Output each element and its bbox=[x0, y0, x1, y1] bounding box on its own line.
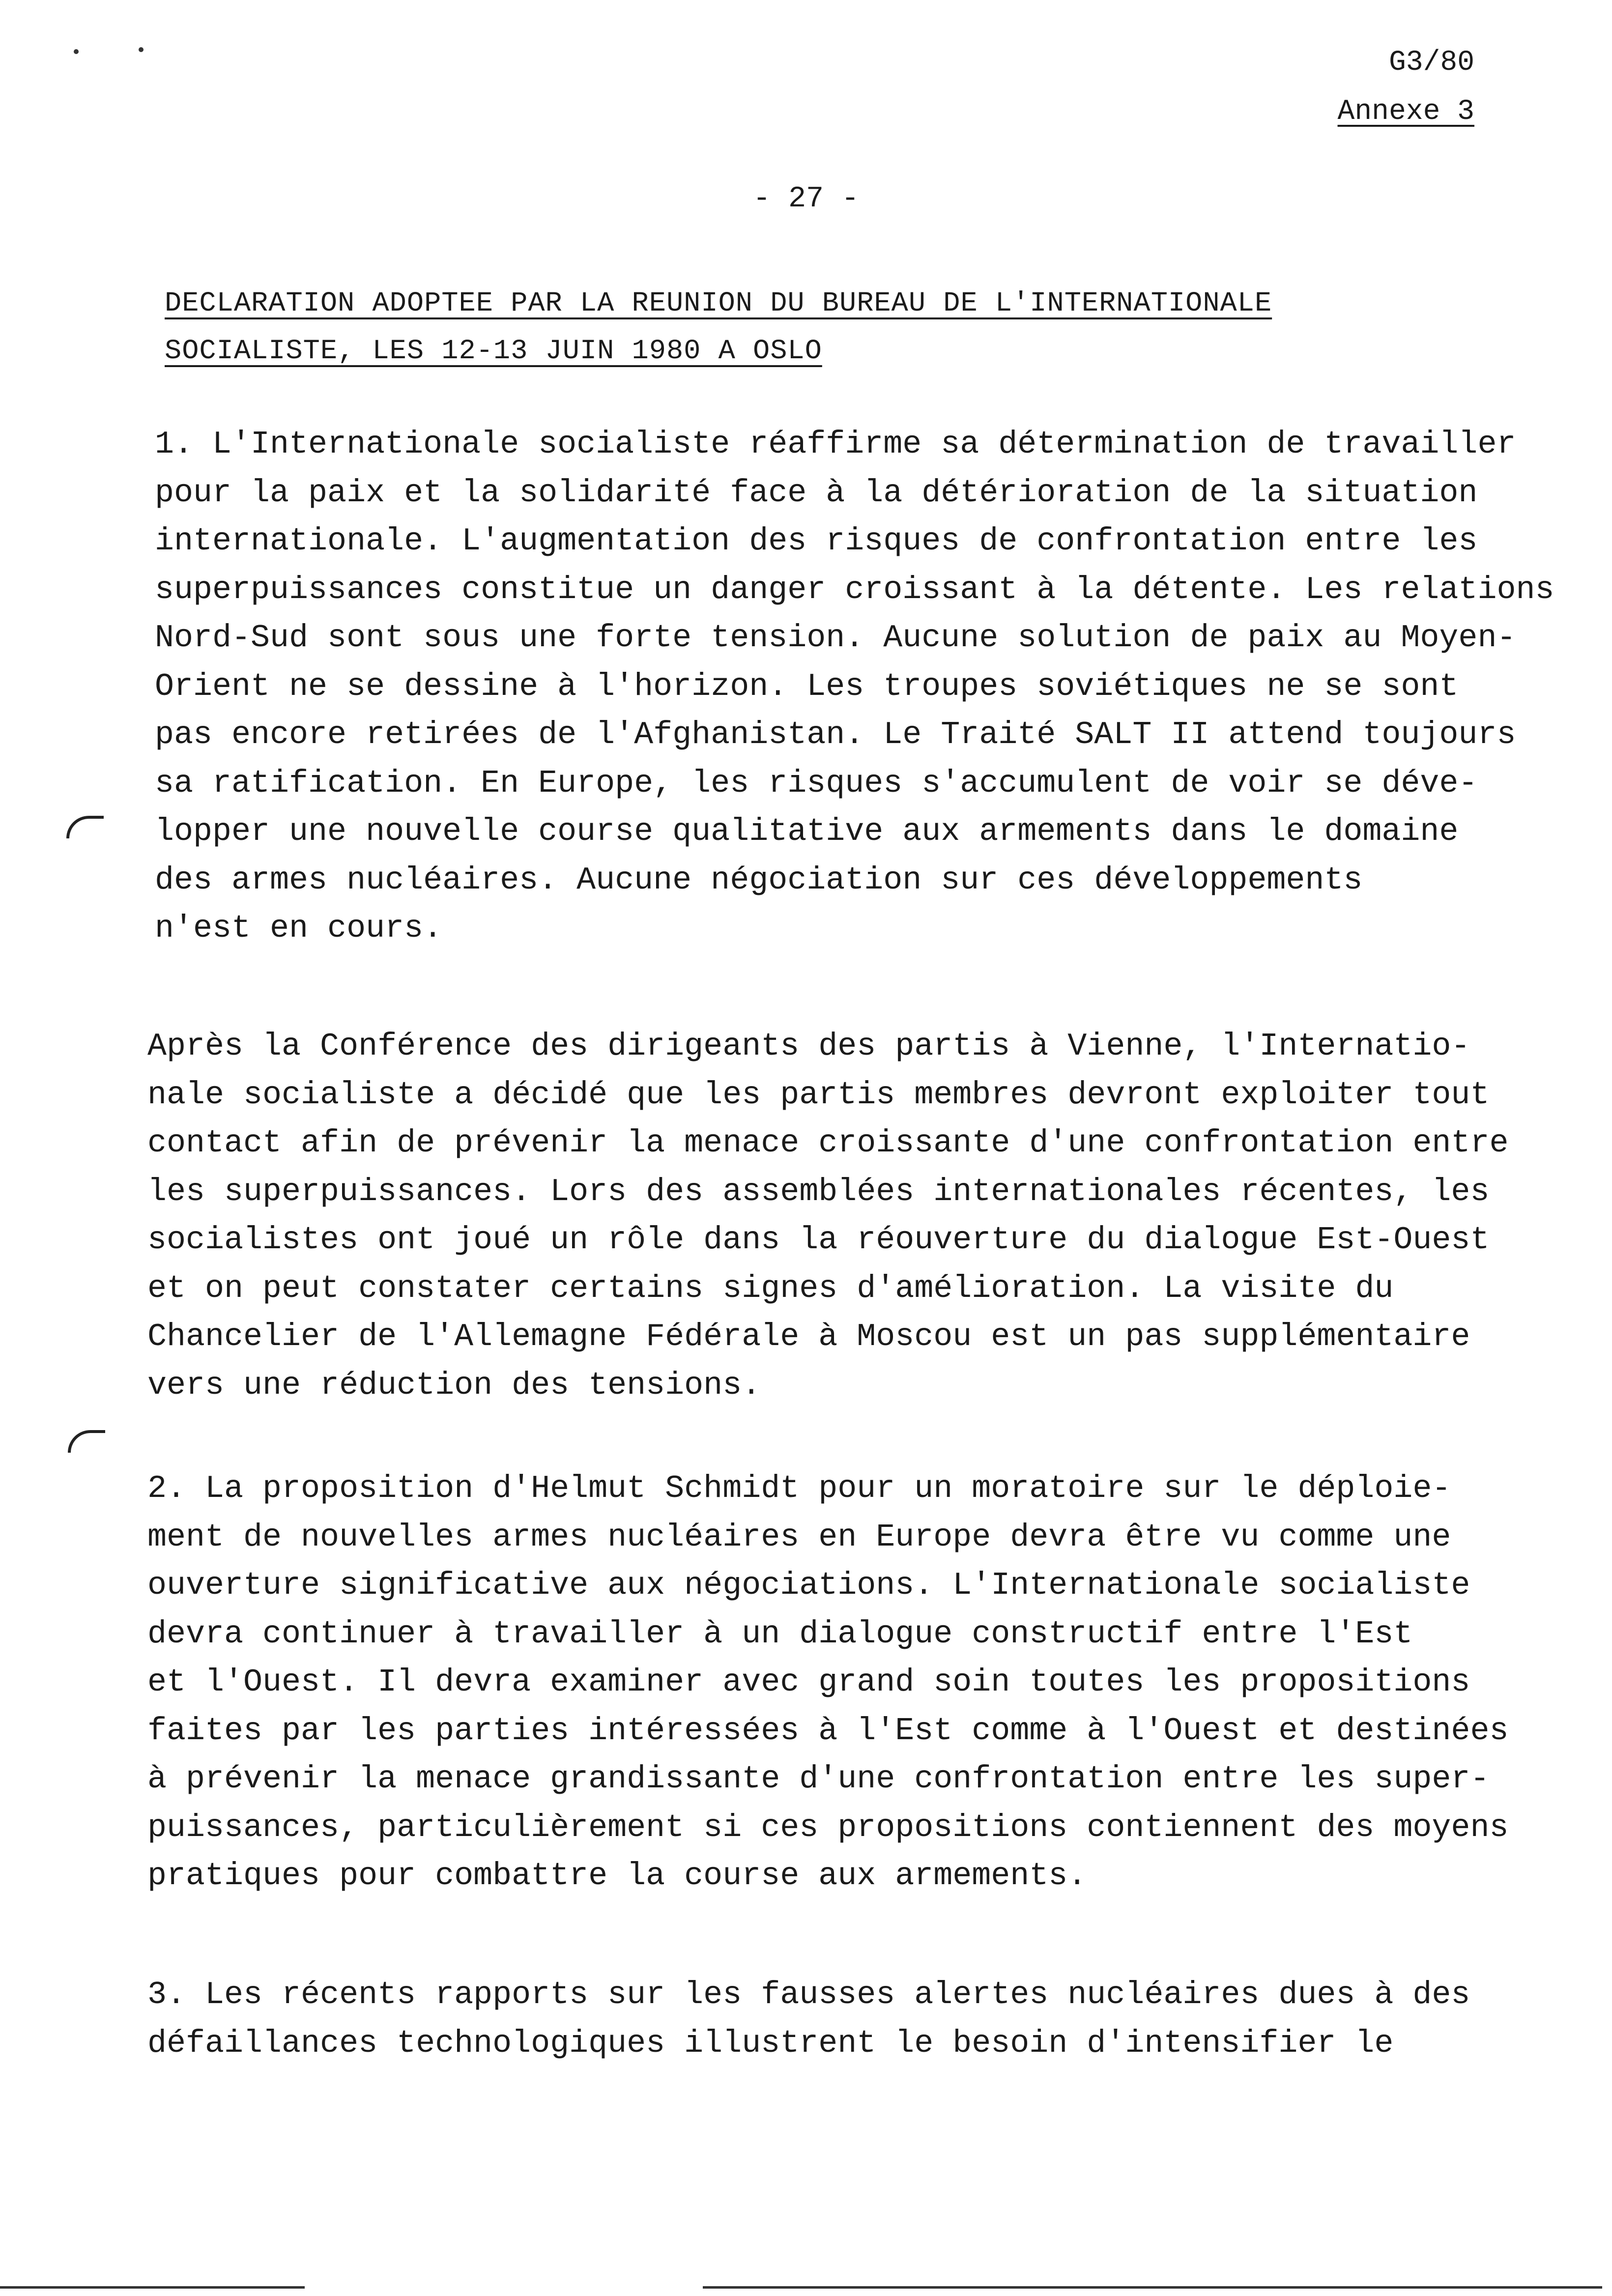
text-line: vers une réduction des tensions. bbox=[147, 1367, 761, 1404]
text-line: devra continuer à travailler à un dialogue constructif entre l'Est bbox=[147, 1615, 1413, 1652]
text-line: internationale. L'augmentation des risques de confrontation entre les bbox=[155, 523, 1478, 559]
text-line: les superpuissances. Lors des assemblées internationales récentes, les bbox=[147, 1173, 1490, 1210]
document-reference: G3/80 bbox=[1388, 47, 1474, 79]
text-line: Après la Conférence des dirigeants des partis à Vienne, l'Internatio- bbox=[147, 1028, 1470, 1064]
text-line: sa ratification. En Europe, les risques s'accumulent de voir se déve- bbox=[155, 765, 1478, 802]
scan-speck bbox=[74, 49, 79, 54]
page-number: - 27 - bbox=[752, 182, 860, 216]
text-line: faites par les parties intéressées à l'Est comme à l'Ouest et destinées bbox=[147, 1712, 1509, 1749]
text-line: socialistes ont joué un rôle dans la réouverture du dialogue Est-Ouest bbox=[147, 1222, 1490, 1258]
text-line: pratiques pour combattre la course aux armements. bbox=[147, 1858, 1087, 1894]
text-line: Nord-Sud sont sous une forte tension. Aucune solution de paix au Moyen- bbox=[155, 620, 1516, 656]
text-line: Orient ne se dessine à l'horizon. Les troupes soviétiques ne se sont bbox=[155, 668, 1459, 705]
text-line: ment de nouvelles armes nucléaires en Europe devra être vu comme une bbox=[147, 1519, 1451, 1555]
text-line: nale socialiste a décidé que les partis membres devront exploiter tout bbox=[147, 1076, 1490, 1113]
annex-label: Annexe 3 bbox=[1337, 96, 1474, 128]
text-line: et l'Ouest. Il devra examiner avec grand soin toutes les propositions bbox=[147, 1664, 1470, 1700]
text-line: 1. L'Internationale socialiste réaffirme sa détermination de travailler bbox=[155, 426, 1516, 462]
text-line: à prévenir la menace grandissante d'une confrontation entre les super- bbox=[147, 1761, 1490, 1797]
text-line: contact afin de prévenir la menace croissante d'une confrontation entre bbox=[147, 1125, 1509, 1161]
scan-edge-line bbox=[703, 2286, 1602, 2289]
text-line: superpuissances constitue un danger croissant à la détente. Les relations bbox=[155, 571, 1554, 608]
text-line: défaillances technologiques illustrent le besoin d'intensifier le bbox=[147, 2025, 1394, 2062]
text-line: pas encore retirées de l'Afghanistan. Le Traité SALT II attend toujours bbox=[155, 717, 1516, 753]
paragraph-3 bbox=[147, 1464, 1597, 1900]
paragraph-4 bbox=[147, 1971, 1597, 2067]
text-line: des armes nucléaires. Aucune négociation sur ces développements bbox=[155, 861, 1363, 898]
text-line: Chancelier de l'Allemagne Fédérale à Moscou est un pas supplémentaire bbox=[147, 1319, 1470, 1355]
margin-mark bbox=[66, 816, 104, 838]
text-line: ouverture significative aux négociations. L'Internationale socialiste bbox=[147, 1567, 1470, 1604]
margin-mark bbox=[68, 1430, 105, 1453]
text-line: lopper une nouvelle course qualitative aux armements dans le domaine bbox=[155, 813, 1459, 850]
text-line: 2. La proposition d'Helmut Schmidt pour un moratoire sur le déploie- bbox=[147, 1470, 1451, 1507]
declaration-title bbox=[165, 280, 1452, 375]
scan-edge-line bbox=[0, 2286, 305, 2289]
scan-speck bbox=[139, 47, 144, 52]
text-line: 3. Les récents rapports sur les fausses alertes nucléaires dues à des bbox=[147, 1977, 1470, 2013]
title-line: SOCIALISTE, LES 12-13 JUIN 1980 A OSLO bbox=[165, 336, 822, 367]
title-line: DECLARATION ADOPTEE PAR LA REUNION DU BUREAU DE L'INTERNATIONALE bbox=[165, 288, 1272, 319]
text-line: pour la paix et la solidarité face à la détérioration de la situation bbox=[155, 474, 1478, 511]
paragraph-2 bbox=[147, 1022, 1597, 1409]
text-line: puissances, particulièrement si ces propositions contiennent des moyens bbox=[147, 1809, 1509, 1846]
text-line: n'est en cours. bbox=[155, 910, 443, 947]
paragraph-1 bbox=[155, 420, 1605, 953]
text-line: et on peut constater certains signes d'amélioration. La visite du bbox=[147, 1270, 1394, 1307]
